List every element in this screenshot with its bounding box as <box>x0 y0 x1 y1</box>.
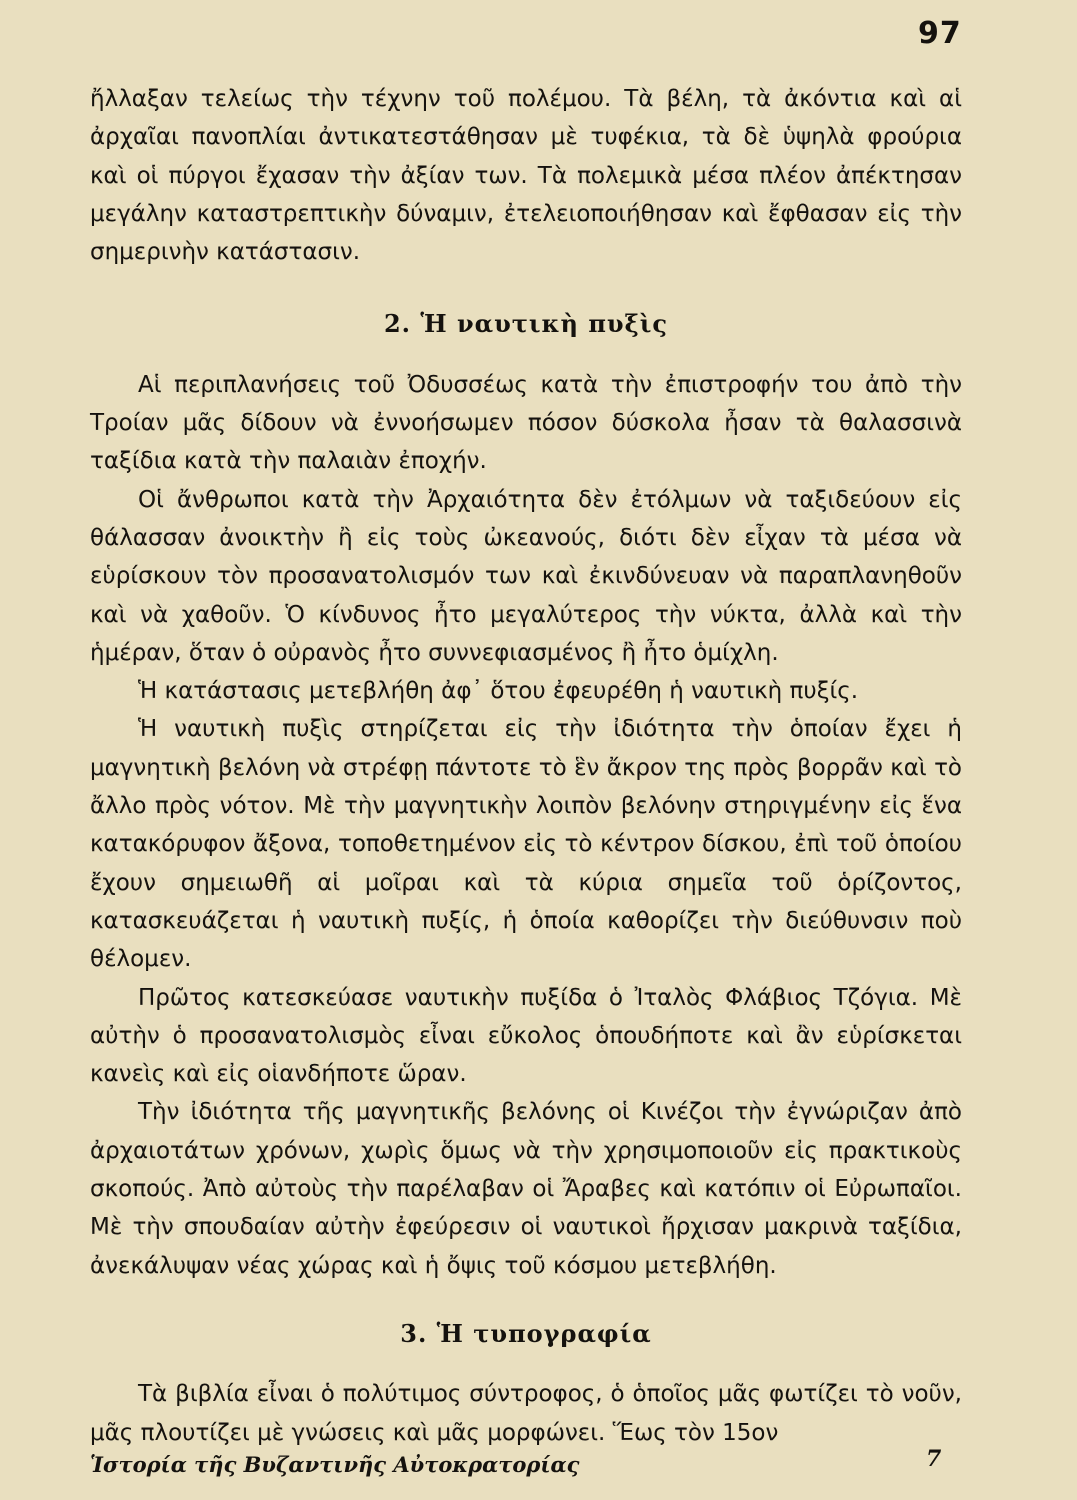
paragraph: Ἡ κατάστασις μετεβλήθη ἀφ᾿ ὅτου ἐφευρέθη ἡ ναυτικὴ πυξίς. <box>138 678 859 705</box>
signature-mark: 7 <box>926 1446 942 1472</box>
footer-book-title: Ἱστορία τῆς Βυζαντινῆς Αὐτοκρατορίας <box>90 1452 580 1477</box>
intro-paragraph: ἤλλαξαν τελείως τὴν τέχνην τοῦ πολέμου. Τὰ βέλη, τὰ ἀκόντια καὶ αἱ ἀρχαῖαι πανοπλίαι ἀντικατεστάθησαν μὲ τυφέκια, τὰ δὲ ὑψηλὰ φρούρια καὶ οἱ πύργοι ἔχασαν τὴν ἀξίαν των. Τὰ πολεμικὰ μέσα πλέον ἀπέκτησαν μεγάλην καταστρεπτικὴν δύναμιν, ἐτελειοποιήθησαν καὶ ἔφθασαν εἰς τὴν σημερινὴν κατάστασιν. <box>90 86 962 266</box>
paragraph: Ἡ ναυτικὴ πυξὶς στηρίζεται εἰς τὴν ἰδιότητα τὴν ὁποίαν ἔχει ἡ μαγνητικὴ βελόνη νὰ στρέφῃ πάντοτε τὸ ἓν ἄκρον της πρὸς βορρᾶν καὶ τὸ ἄλλο πρὸς νότον. Μὲ τὴν μαγνητικὴν λοιπὸν βελόνην στηριγμένην εἰς ἕνα κατακόρυφον ἄξονα, τοποθετημένον εἰς τὸ κέντρον δίσκου, ἐπὶ τοῦ ὁποίου ἔχουν σημειωθῆ αἱ μοῖραι καὶ τὰ κύρια σημεῖα τοῦ ὁρίζοντος, κατασκευάζεται ἡ ναυτικὴ πυξίς, ἡ ὁποία καθορίζει τὴν διεύθυνσιν ποὺ θέλομεν. <box>90 716 962 973</box>
paragraph: Πρῶτος κατεσκεύασε ναυτικὴν πυξίδα ὁ Ἰταλὸς Φλάβιος Τζόγια. Μὲ αὐτὴν ὁ προσανατολισμὸς εἶναι εὔκολος ὁπουδήποτε καὶ ἂν εὑρίσκεται κανεὶς καὶ εἰς οἱανδήποτε ὥραν. <box>90 984 962 1088</box>
paragraph: Αἱ περιπλανήσεις τοῦ Ὀδυσσέως κατὰ τὴν ἐπιστροφήν του ἀπὸ τὴν Τροίαν μᾶς δίδουν νὰ ἐννοήσωμεν πόσον δύσκολα ἦσαν τὰ θαλασσινὰ ταξίδια κατὰ τὴν παλαιὰν ἐποχήν. <box>90 371 962 475</box>
section-heading-typography: 3. Ἡ τυπογραφία <box>400 1318 652 1348</box>
paragraph: Τὴν ἰδιότητα τῆς μαγνητικῆς βελόνης οἱ Κινέζοι τὴν ἐγνώριζαν ἀπὸ ἀρχαιοτάτων χρόνων, χωρὶς ὅμως νὰ τὴν χρησιμοποιοῦν εἰς πρακτικοὺς σκοπούς. Ἀπὸ αὐτοὺς τὴν παρέλαβαν οἱ Ἄραβες καὶ κατόπιν οἱ Εὐρωπαῖοι. Μὲ τὴν σπουδαίαν αὐτὴν ἐφεύρεσιν οἱ ναυτικοὶ ἤρχισαν μακρινὰ ταξίδια, ἀνεκάλυψαν νέας χώρας καὶ ἡ ὄψις τοῦ κόσμου μετεβλήθη. <box>90 1099 962 1279</box>
page-body <box>90 80 962 1452</box>
page-number: 97 <box>918 16 962 51</box>
paragraph: Τὰ βιβλία εἶναι ὁ πολύτιμος σύντροφος, ὁ ὁποῖος μᾶς φωτίζει τὸ νοῦν, μᾶς πλουτίζει μὲ γνώσεις καὶ μᾶς μορφώνει. Ἕως τὸν 15ον <box>90 1381 962 1446</box>
section-heading-nautical-compass: 2. Ἡ ναυτικὴ πυξὶς <box>383 309 668 339</box>
paragraph: Οἱ ἄνθρωποι κατὰ τὴν Ἀρχαιότητα δὲν ἐτόλμων νὰ ταξιδεύουν εἰς θάλασσαν ἀνοικτὴν ἢ εἰς τοὺς ὠκεανούς, διότι δὲν εἶχαν τὰ μέσα νὰ εὑρίσκουν τὸν προσανατολισμόν των καὶ ἐκινδύνευαν νὰ παραπλανηθοῦν καὶ νὰ χαθοῦν. Ὁ κίνδυνος ἦτο μεγαλύτερος τὴν νύκτα, ἀλλὰ καὶ τὴν ἡμέραν, ὅταν ὁ οὐρανὸς ἦτο συννεφιασμένος ἢ ἦτο ὁμίχλη. <box>90 486 962 666</box>
